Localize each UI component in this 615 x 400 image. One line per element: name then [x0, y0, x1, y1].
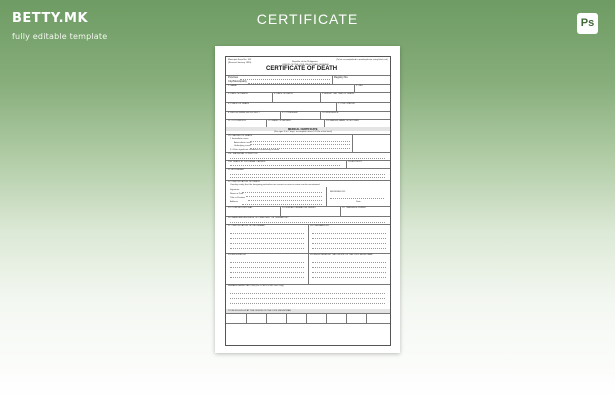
certificate-preview [215, 46, 400, 353]
registry-number-label: Registry No. [334, 76, 349, 79]
date-label: Date [356, 201, 361, 203]
field-place-of-death: 6. PLACE OF DEATH [228, 103, 250, 105]
other-conditions: II. Other significant conditions contributing to death [230, 148, 280, 151]
certification-text: I hereby certify that the foregoing particulars are correct as near as same can be ascertained [230, 184, 320, 186]
form-revised: (Revised January 1993) [228, 62, 252, 64]
certificate-form [225, 56, 391, 346]
signature-label: Signature [230, 189, 240, 191]
field-date-of-death: 3. DATE OF DEATH [228, 93, 248, 95]
field-name: 1. NAME [228, 85, 237, 87]
medical-certificate-heading: MEDICAL CERTIFICATE [288, 127, 318, 131]
province-label: Province [228, 76, 239, 79]
republic-label: Republic of the Philippines [292, 61, 318, 63]
field-certification-of-death: 22. CERTIFICATION OF DEATH [228, 181, 260, 183]
field-citizenship: 9. CITIZENSHIP [282, 112, 299, 114]
field-received-by: 29. RECEIVED BY [228, 254, 247, 256]
field-residence: 10. RESIDENCE [322, 112, 339, 114]
immediate-cause: I. Immediate cause [230, 138, 249, 140]
field-causes-of-death: 19. CAUSES OF DEATH [228, 135, 253, 137]
antecedent-cause: Antecedent cause [234, 141, 252, 144]
field-registered-at: 30. REGISTERED AT THE OFFICE OF THE CIVIL REGISTRAR [310, 254, 373, 256]
field-corpse-disposal: 23. CORPSE DISPOSAL [228, 207, 253, 209]
field-certification-informant: 27. CERTIFICATION OF INFORMANT [228, 225, 266, 227]
underlying-cause: Underlying cause [234, 145, 251, 147]
city-label: City/Municipality [228, 80, 247, 83]
field-autopsy: 20. AUTOPSY [348, 161, 362, 163]
field-religion: 8. RELIGION/RELIGIOUS SECT [228, 112, 260, 114]
field-burial-permit: 24. BURIAL/CREMATION PERMIT [282, 207, 316, 209]
photoshop-icon: Ps [577, 13, 598, 34]
medical-note: (For ages 0 to 7 days, accomplish items 14-19a at the back) [274, 131, 333, 133]
remarks-label: REMARKS/ANNOTATIONS (For LCRO/OCRG Use Only) [228, 285, 284, 287]
tagline: fully editable template [12, 32, 108, 41]
name-print-label: Name in Print [230, 193, 244, 195]
document-title: CERTIFICATE OF DEATH [266, 66, 338, 72]
field-mother-name: 13. MAIDEN NAME OF MOTHER [326, 120, 359, 122]
field-maternal-condition: 19c. MATERNAL CONDITION [228, 153, 258, 155]
form-number: Municipal Form No. 103 [228, 59, 252, 61]
office-label: OFFICE OF THE CIVIL REGISTRAR GENERAL [282, 64, 330, 66]
page-title: CERTIFICATE [256, 11, 359, 27]
field-father-name: 12. NAME OF FATHER [268, 120, 291, 122]
address-label: Address [230, 201, 239, 203]
form-note: (To be accomplished in quadruplicate using black ink) [336, 59, 388, 61]
field-occupation: 11. OCCUPATION [228, 120, 246, 122]
brand-logo: BETTY.MK [12, 11, 89, 26]
field-attendant: 21. ATTENDANT [228, 169, 245, 171]
field-civil-status: 7. CIVIL STATUS [338, 103, 355, 105]
title-position-label: Title or Position [230, 197, 245, 199]
field-transfer-permit: 25. TRANSFER PERMIT [342, 207, 367, 209]
field-external-causes: 19d. DEATH BY EXTERNAL CAUSES [228, 161, 266, 163]
field-date-of-birth: 4. DATE OF BIRTH [274, 93, 293, 95]
field-age: 5. AGE AT THE TIME OF DEATH [322, 93, 355, 95]
field-cemetery: 26. NAME AND ADDRESS OF CEMETERY OR CREMATORY [228, 217, 289, 219]
field-sex: 2. SEX [356, 85, 363, 87]
reviewed-by-label: REVIEWED BY: [330, 191, 346, 193]
registrar-use-label: TO BE FILLED-UP AT THE OFFICE OF THE CIVIL REGISTRAR [228, 310, 291, 312]
field-prepared-by: 28. PREPARED BY [310, 225, 330, 227]
